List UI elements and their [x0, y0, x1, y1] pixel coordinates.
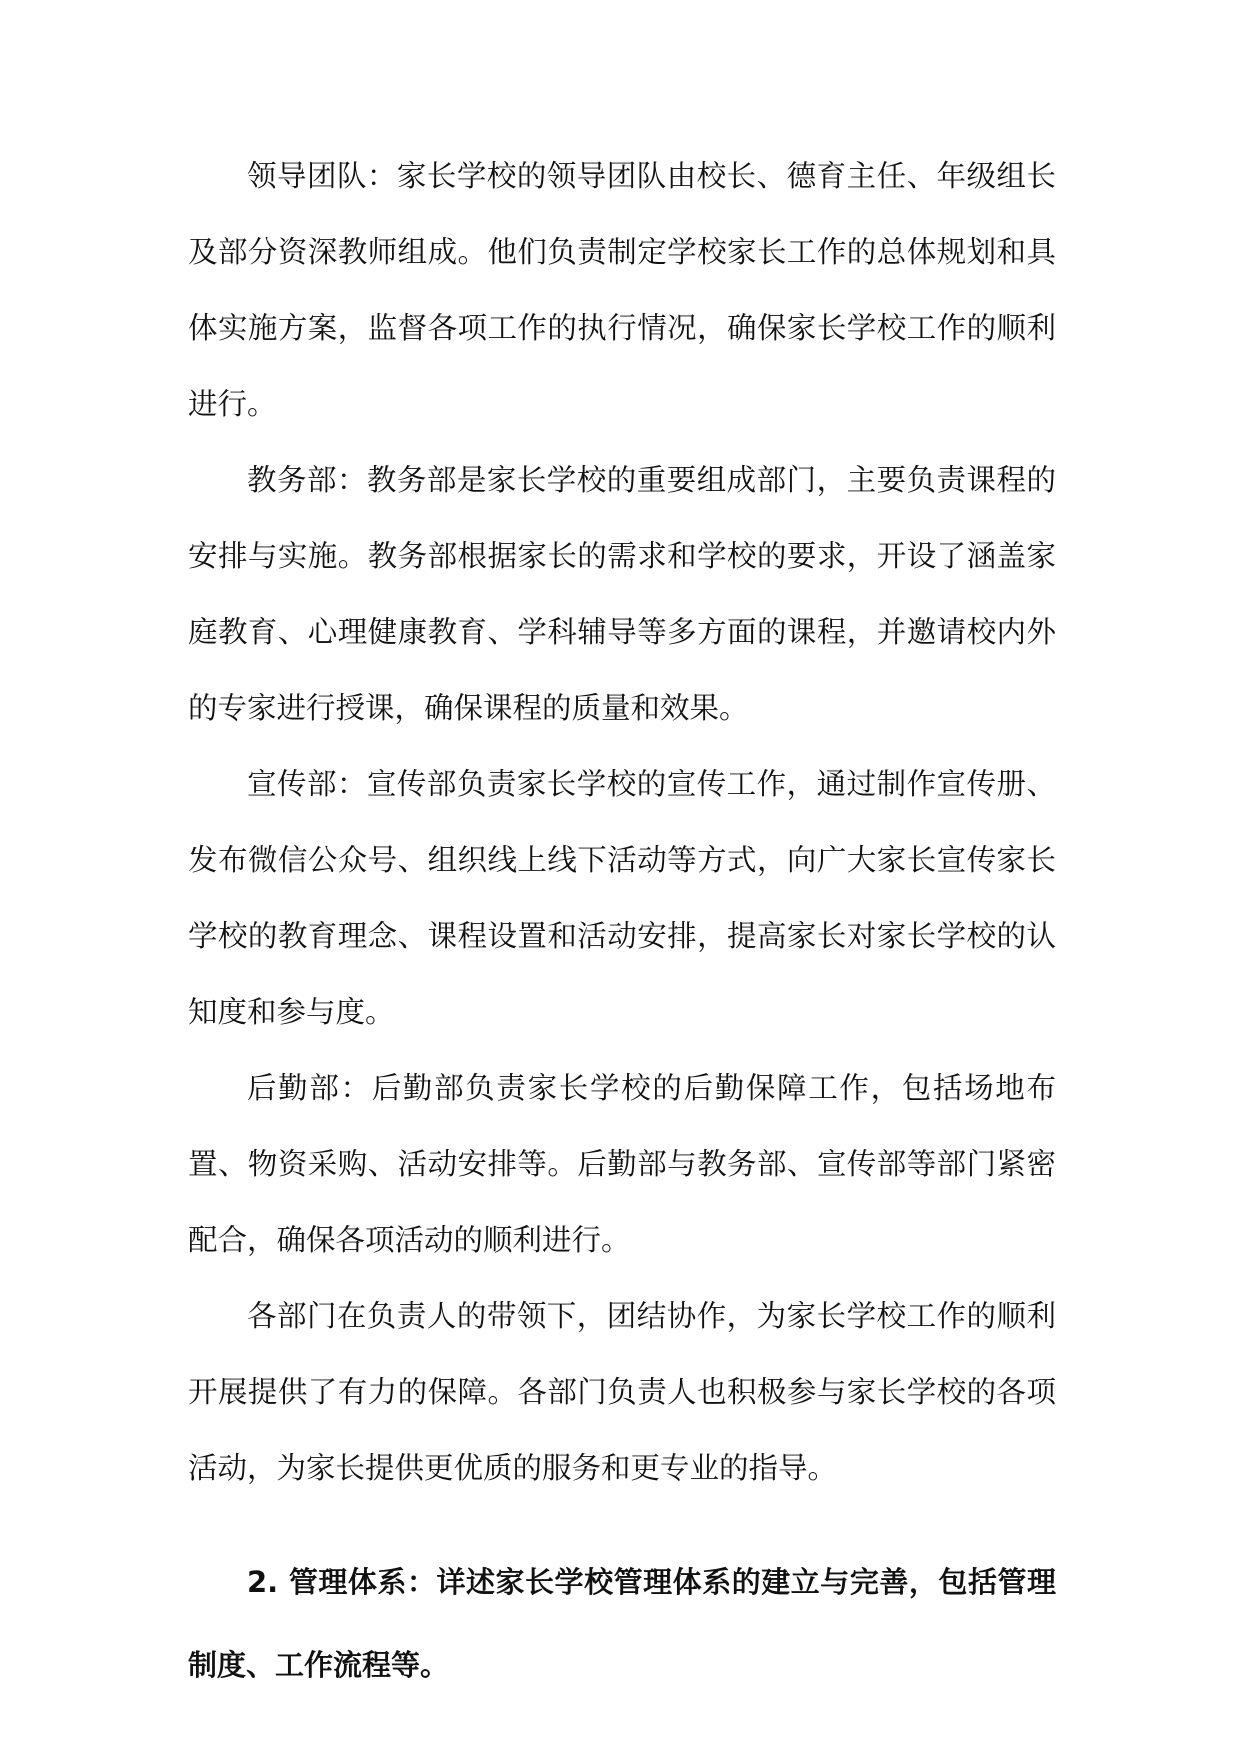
document-body: [188, 138, 1056, 1707]
section-heading-management-system: 2. 管理体系：详述家长学校管理体系的建立与完善，包括管理制度、工作流程等。: [188, 1565, 1056, 1682]
paragraph-logistics-department: 后勤部：后勤部负责家长学校的后勤保障工作，包括场地布置、物资采购、活动安排等。后勤部与教务部、宣传部等部门紧密配合，确保各项活动的顺利进行。: [188, 1071, 1056, 1257]
paragraph-publicity-department: 宣传部：宣传部负责家长学校的宣传工作，通过制作宣传册、发布微信公众号、组织线上线下活动等方式，向广大家长宣传家长学校的教育理念、课程设置和活动安排，提高家长对家长学校的认知度和参与度。: [188, 767, 1056, 1029]
paragraph-department-cooperation: 各部门在负责人的带领下，团结协作，为家长学校工作的顺利开展提供了有力的保障。各部门负责人也积极参与家长学校的各项活动，为家长提供更优质的服务和更专业的指导。: [188, 1299, 1056, 1485]
paragraph-academic-affairs: 教务部：教务部是家长学校的重要组成部门，主要负责课程的安排与实施。教务部根据家长的需求和学校的要求，开设了涵盖家庭教育、心理健康教育、学科辅导等多方面的课程，并邀请校内外的专家进行授课，确保课程的质量和效果。: [188, 463, 1056, 725]
paragraph-leadership-team: 领导团队：家长学校的领导团队由校长、德育主任、年级组长及部分资深教师组成。他们负责制定学校家长工作的总体规划和具体实施方案，监督各项工作的执行情况，确保家长学校工作的顺利进行。: [188, 159, 1056, 421]
